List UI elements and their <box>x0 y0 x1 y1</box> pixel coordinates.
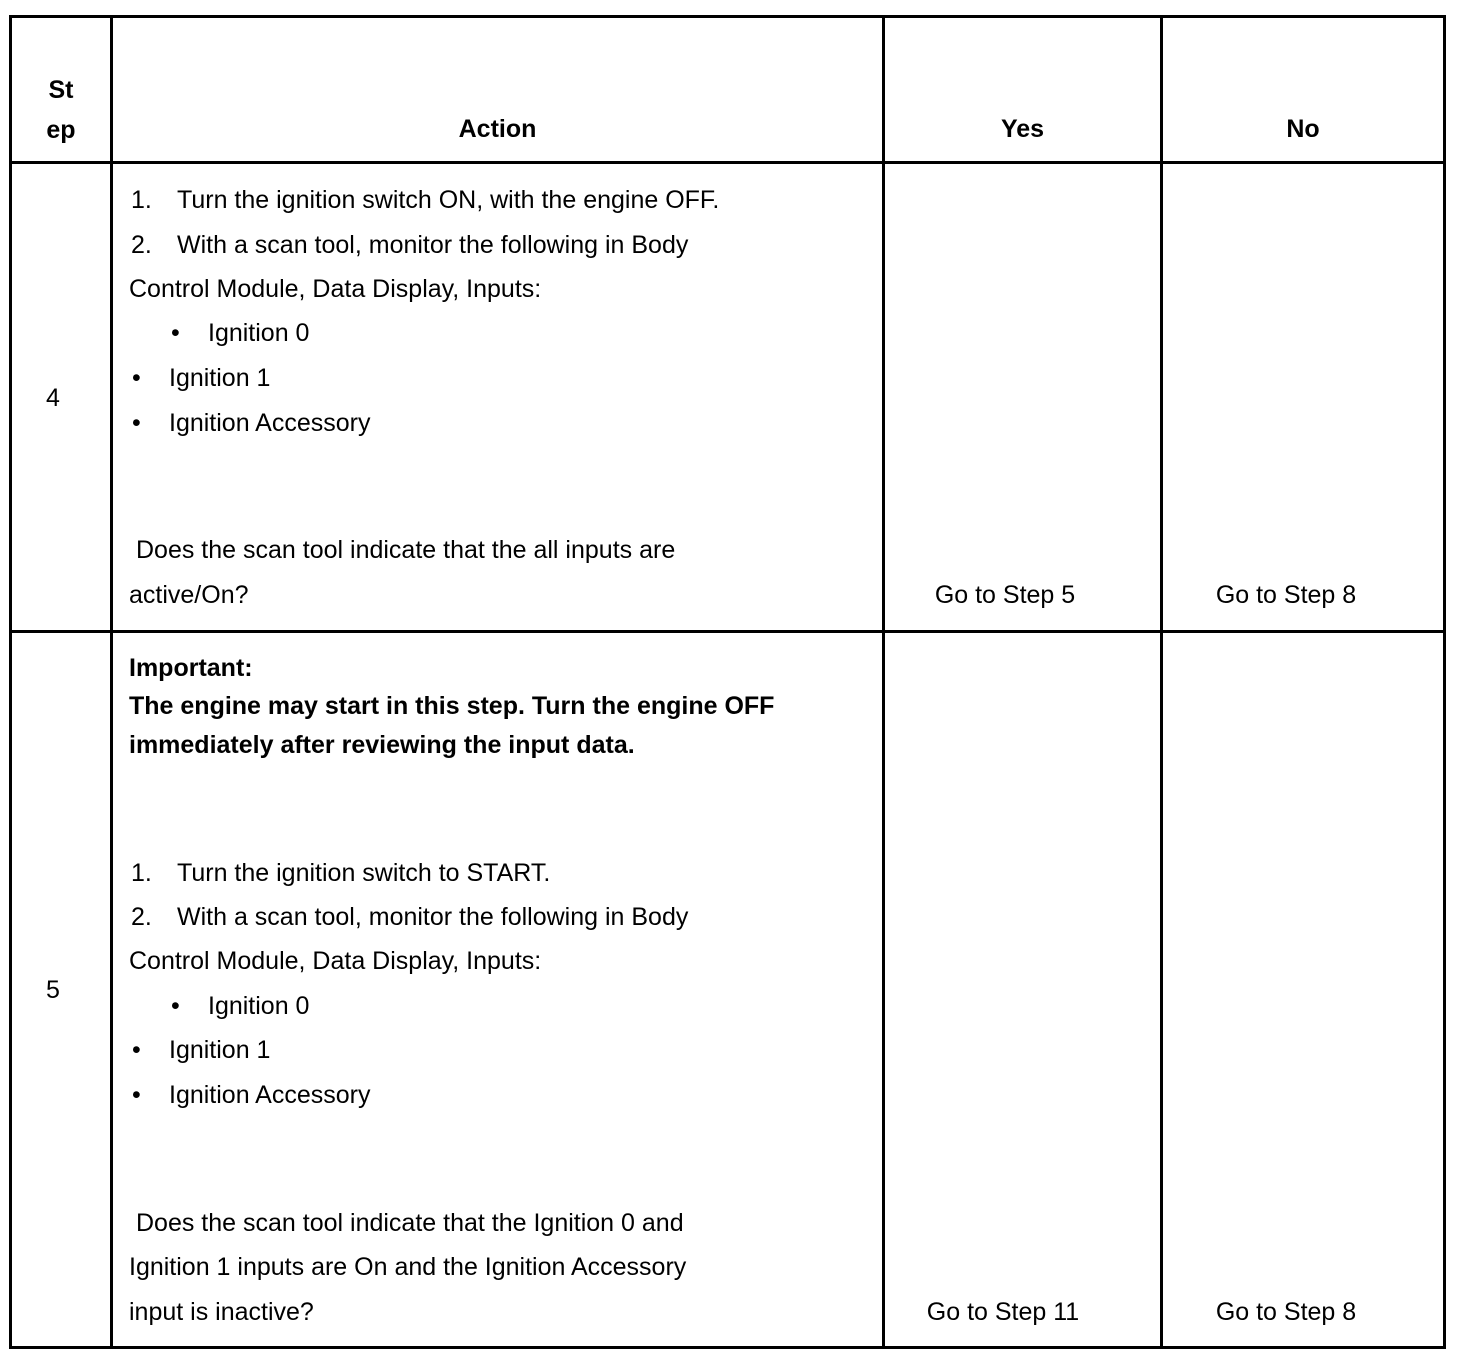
header-step-line-2: ep <box>46 116 76 144</box>
column-divider-step <box>110 15 113 1349</box>
list-number: 2. <box>131 231 152 259</box>
question-line: Does the scan tool indicate that the all inputs are <box>136 536 676 564</box>
no-result: Go to Step 8 <box>1215 1298 1357 1326</box>
bullet-icon: • <box>132 1036 141 1064</box>
no-result: Go to Step 8 <box>1215 581 1357 609</box>
bullet-item: Ignition 1 <box>169 364 271 392</box>
bullet-icon: • <box>171 319 180 347</box>
column-divider-yes <box>1160 15 1163 1349</box>
action-item: Turn the ignition switch to START. <box>177 859 551 887</box>
question-line: Does the scan tool indicate that the Ignition 0 and <box>136 1209 684 1237</box>
table-border-left <box>9 15 12 1349</box>
list-number: 1. <box>131 186 152 214</box>
header-action: Action <box>458 115 537 143</box>
action-item: Turn the ignition switch ON, with the engine OFF. <box>177 186 720 214</box>
bullet-item: Ignition Accessory <box>169 1081 371 1109</box>
table-border-right <box>1443 15 1446 1349</box>
bullet-item: Ignition 0 <box>208 992 310 1020</box>
header-no: No <box>1286 115 1320 143</box>
bullet-item: Ignition 0 <box>208 319 310 347</box>
question-line: active/On? <box>129 581 249 609</box>
header-step-line-1: St <box>48 76 74 104</box>
important-label: Important: <box>129 654 253 682</box>
yes-result: Go to Step 5 <box>934 581 1076 609</box>
step-number: 4 <box>46 384 60 412</box>
header-divider <box>9 161 1446 164</box>
table-border-top <box>9 15 1446 18</box>
action-item-continuation: Control Module, Data Display, Inputs: <box>129 947 542 975</box>
important-text: immediately after reviewing the input data. <box>129 731 635 759</box>
bullet-item: Ignition 1 <box>169 1036 271 1064</box>
step-number: 5 <box>46 976 60 1004</box>
table-border-bottom <box>9 1346 1446 1349</box>
question-line: Ignition 1 inputs are On and the Ignition Accessory <box>129 1253 687 1281</box>
list-number: 1. <box>131 859 152 887</box>
column-divider-action <box>882 15 885 1349</box>
action-item: With a scan tool, monitor the following in Body <box>177 903 689 931</box>
bullet-icon: • <box>132 409 141 437</box>
list-number: 2. <box>131 903 152 931</box>
action-item-continuation: Control Module, Data Display, Inputs: <box>129 275 542 303</box>
question-line: input is inactive? <box>129 1298 314 1326</box>
row-divider <box>9 630 1446 633</box>
bullet-icon: • <box>132 364 141 392</box>
yes-result: Go to Step 11 <box>926 1298 1080 1326</box>
bullet-icon: • <box>132 1081 141 1109</box>
header-yes: Yes <box>1000 115 1045 143</box>
bullet-item: Ignition Accessory <box>169 409 371 437</box>
action-item: With a scan tool, monitor the following in Body <box>177 231 689 259</box>
bullet-icon: • <box>171 992 180 1020</box>
important-text: The engine may start in this step. Turn the engine OFF <box>129 692 775 720</box>
